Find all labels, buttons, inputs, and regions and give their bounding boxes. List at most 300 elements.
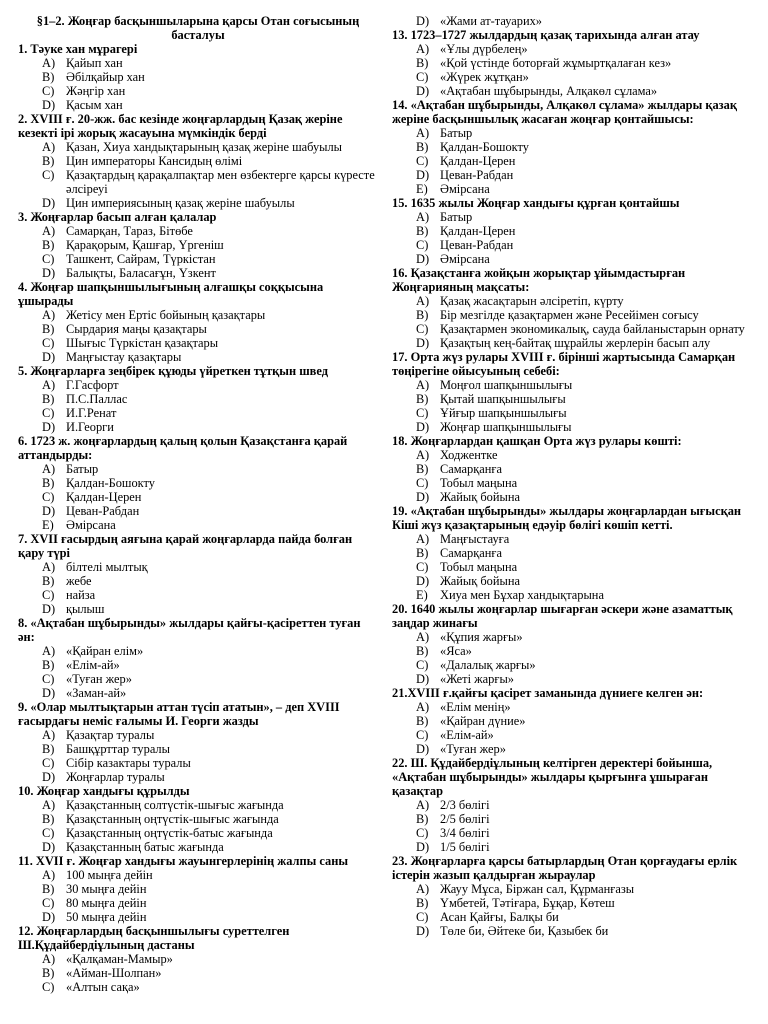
answer-option: [18, 966, 378, 980]
option-text: Г.Гасфорт: [66, 378, 119, 392]
option-letter: C): [416, 560, 429, 574]
option-text: «Қайран дүние»: [440, 714, 526, 728]
answer-option: [18, 84, 378, 98]
option-text: Әбілқайыр хан: [66, 70, 145, 84]
option-letter: D): [42, 420, 56, 434]
answer-option: [392, 546, 754, 560]
answer-option: [392, 420, 754, 434]
option-text: 50 мыңға дейін: [66, 910, 147, 924]
option-text: найза: [66, 588, 96, 602]
option-text: қылыш: [66, 602, 105, 616]
option-letter: E): [416, 182, 428, 196]
question-text: 16. Қазақстанға жойқын жорықтар ұйымдастырған Жоңғарияның мақсаты:: [392, 266, 686, 294]
answer-option: [18, 588, 378, 602]
option-letter: C): [416, 728, 429, 742]
answer-option: [18, 56, 378, 70]
answer-option: [18, 574, 378, 588]
answer-option: [392, 826, 754, 840]
option-text: И.Георги: [66, 420, 114, 434]
option-letter: B): [42, 882, 55, 896]
option-letter: C): [42, 588, 55, 602]
answer-option: [392, 336, 754, 350]
option-text: «Құпия жарғы»: [440, 630, 523, 644]
option-text: «Далалық жарғы»: [440, 658, 536, 672]
option-letter: B): [42, 966, 55, 980]
question-text: 8. «Ақтабан шұбырынды» жылдары қайғы-қасіреттен туған ән:: [18, 616, 361, 644]
option-text: Қазан, Хиуа хандықтарының қазақ жеріне шабуылы: [66, 140, 342, 154]
option-text: П.С.Паллас: [66, 392, 128, 406]
answer-option: [392, 490, 754, 504]
answer-option: [392, 56, 754, 70]
option-letter: D): [416, 84, 430, 98]
option-letter: C): [416, 658, 429, 672]
option-letter: A): [42, 224, 56, 238]
answer-option: [18, 266, 378, 280]
option-letter: A): [42, 798, 56, 812]
option-text: Қазақстанның оңтүстік-шығыс жағында: [66, 812, 279, 826]
answer-option: [392, 322, 754, 336]
option-letter: D): [416, 574, 430, 588]
option-text: Цин империясының қазақ жеріне шабуылы: [66, 196, 295, 210]
option-text: Әмірсана: [66, 518, 116, 532]
page-title: §1–2. Жоңғар басқыншыларына қарсы Отан соғысының басталуы: [36, 14, 360, 42]
answer-option: [392, 476, 754, 490]
answer-option: [392, 672, 754, 686]
option-text: Цеван-Рабдан: [440, 238, 514, 252]
option-letter: C): [416, 322, 429, 336]
answer-option: [392, 840, 754, 854]
option-text: Цеван-Рабдан: [440, 168, 514, 182]
option-text: Сырдария маңы қазақтары: [66, 322, 207, 336]
option-text: «Айман-Шолпан»: [66, 966, 162, 980]
answer-option: [18, 350, 378, 364]
option-text: Төле би, Әйтеке би, Қазыбек би: [440, 924, 609, 938]
option-letter: A): [416, 42, 430, 56]
answer-option: [392, 896, 754, 910]
answer-option: [18, 602, 378, 616]
option-text: «Қой үстінде боторғай жұмыртқалаған кез»: [440, 56, 672, 70]
answer-option: [392, 238, 754, 252]
option-letter: D): [42, 770, 56, 784]
option-text: Қарақорым, Қашғар, Үргеніш: [66, 238, 224, 252]
option-text: 3/4 бөлігі: [440, 826, 490, 840]
option-letter: A): [42, 140, 56, 154]
answer-option: [18, 812, 378, 826]
option-text: Ұйғыр шапқыншылығы: [440, 406, 567, 420]
option-text: «Елім менің»: [440, 700, 511, 714]
option-letter: D): [42, 504, 56, 518]
option-letter: B): [42, 574, 55, 588]
option-letter: B): [416, 546, 429, 560]
option-letter: C): [42, 490, 55, 504]
option-text: Асан Қайғы, Балқы би: [440, 910, 559, 924]
option-text: Қалдан-Бошокту: [440, 140, 529, 154]
option-text: «Яса»: [440, 644, 472, 658]
answer-option: [18, 672, 378, 686]
answer-option: [18, 252, 378, 266]
answer-option: [392, 700, 754, 714]
answer-option: [18, 756, 378, 770]
option-letter: C): [416, 238, 429, 252]
answer-option: [392, 210, 754, 224]
answer-option: [392, 560, 754, 574]
option-text: «Елім-ай»: [66, 658, 120, 672]
option-letter: B): [42, 476, 55, 490]
answer-option: [18, 406, 378, 420]
answer-option: [392, 574, 754, 588]
option-letter: A): [42, 644, 56, 658]
option-letter: C): [42, 406, 55, 420]
answer-option: [18, 798, 378, 812]
answer-option: [392, 14, 754, 28]
question-text: 9. «Олар мылтықтарын аттан түсіп ататын», – деп XVIII ғасырдағы неміс ғалымы И. Георги жазды: [18, 700, 340, 728]
answer-option: [18, 980, 378, 994]
option-letter: A): [416, 700, 430, 714]
option-letter: D): [416, 168, 430, 182]
option-letter: D): [42, 98, 56, 112]
option-text: Балықты, Баласағұн, Үзкент: [66, 266, 216, 280]
option-letter: C): [42, 756, 55, 770]
option-letter: A): [416, 532, 430, 546]
answer-option: [18, 336, 378, 350]
option-text: Үмбетей, Тәтіғара, Бұқар, Көтеш: [440, 896, 615, 910]
answer-option: [18, 154, 378, 168]
answer-option: [18, 98, 378, 112]
answer-option: [18, 644, 378, 658]
question-text: 1. Тәуке хан мұрагері: [18, 42, 138, 56]
option-letter: A): [42, 952, 56, 966]
answer-option: [18, 826, 378, 840]
option-letter: A): [416, 448, 430, 462]
option-letter: C): [42, 896, 55, 910]
question-text: 21.XVIII ғ.қайғы қасірет заманында дүниеге келген ән:: [392, 686, 704, 700]
answer-option: [392, 294, 754, 308]
option-text: 2/5 бөлігі: [440, 812, 490, 826]
question-text: 22. Ш. Құдайбердіұлының келтірген деректері бойынша, «Ақтабан шұбырынды» жылдары қырғынға ұшыраған қазақтар: [392, 756, 713, 798]
right-column: [392, 14, 754, 938]
option-letter: D): [416, 672, 430, 686]
option-letter: B): [42, 392, 55, 406]
option-letter: A): [42, 728, 56, 742]
answer-option: [18, 560, 378, 574]
option-text: Қалдан-Бошокту: [66, 476, 155, 490]
option-text: «Ұлы дүрбелең»: [440, 42, 528, 56]
answer-option: [392, 532, 754, 546]
answer-option: [392, 728, 754, 742]
option-text: Ходжентке: [440, 448, 498, 462]
option-text: Қазақтың кең-байтақ шұрайлы жерлерін басып алу: [440, 336, 711, 350]
option-text: Батыр: [66, 462, 99, 476]
option-letter: C): [416, 70, 429, 84]
option-text: Самарқанға: [440, 546, 502, 560]
option-text: «Жеті жарғы»: [440, 672, 514, 686]
option-letter: A): [416, 882, 430, 896]
answer-option: [18, 70, 378, 84]
answer-option: [392, 924, 754, 938]
answer-option: [18, 742, 378, 756]
question-text: 12. Жоңғарлардың басқыншылығы суреттелген Ш.Құдайбердіұлының дастаны: [18, 924, 290, 952]
option-letter: C): [42, 252, 55, 266]
option-letter: D): [416, 742, 430, 756]
answer-option: [18, 322, 378, 336]
option-text: «Жами ат-тауарих»: [440, 14, 542, 28]
question-text: 15. 1635 жылы Жоңғар хандығы құрған қонтайшы: [392, 196, 680, 210]
option-letter: E): [416, 588, 428, 602]
option-text: Әмірсана: [440, 252, 490, 266]
option-text: Сібір казактары туралы: [66, 756, 191, 770]
option-letter: A): [416, 378, 430, 392]
answer-option: [392, 462, 754, 476]
option-letter: B): [416, 462, 429, 476]
answer-option: [392, 308, 754, 322]
option-letter: A): [416, 630, 430, 644]
answer-option: [18, 462, 378, 476]
option-letter: B): [416, 140, 429, 154]
answer-option: [392, 140, 754, 154]
option-text: «Алтын сақа»: [66, 980, 140, 994]
option-text: Жәңгір хан: [66, 84, 126, 98]
option-text: Қайып хан: [66, 56, 123, 70]
answer-option: [392, 882, 754, 896]
option-letter: B): [42, 658, 55, 672]
option-text: Цин императоры Кансидың өлімі: [66, 154, 243, 168]
option-text: Қалдан-Церен: [440, 224, 516, 238]
option-letter: C): [42, 826, 55, 840]
option-text: Моңғол шапқыншылығы: [440, 378, 573, 392]
answer-option: [18, 224, 378, 238]
left-column: [18, 14, 378, 994]
option-letter: D): [416, 252, 430, 266]
option-text: Қазақстанның оңтүстік-батыс жағында: [66, 826, 273, 840]
answer-option: [392, 448, 754, 462]
option-letter: B): [416, 308, 429, 322]
answer-option: [392, 224, 754, 238]
option-text: «Қайран елім»: [66, 644, 144, 658]
option-letter: C): [416, 406, 429, 420]
option-letter: D): [42, 840, 56, 854]
answer-option: [18, 686, 378, 700]
option-letter: B): [42, 742, 55, 756]
option-text: 100 мыңға дейін: [66, 868, 153, 882]
option-letter: C): [42, 336, 55, 350]
option-text: Қазақтардың қарақалпақтар мен өзбектерге қарсы күресте әлсіреуі: [66, 168, 375, 196]
option-text: И.Г.Ренат: [66, 406, 117, 420]
option-text: Жайық бойына: [440, 490, 520, 504]
option-text: Самарқан, Тараз, Бітөбе: [66, 224, 193, 238]
option-letter: B): [416, 896, 429, 910]
question-text: 20. 1640 жылы жоңғарлар шығарған әскери және азаматтық заңдар жинағы: [392, 602, 733, 630]
option-text: «Жүрек жұтқан»: [440, 70, 529, 84]
answer-option: [392, 742, 754, 756]
question-text: 23. Жоңғарларға қарсы батырлардың Отан қорғаудағы ерлік істерін жазып қалдырған жыраулар: [392, 854, 738, 882]
option-letter: C): [416, 826, 429, 840]
option-text: «Елім-ай»: [440, 728, 494, 742]
option-letter: D): [42, 686, 56, 700]
answer-option: [18, 882, 378, 896]
option-text: 80 мыңға дейін: [66, 896, 147, 910]
option-text: Қазақстанның батыс жағында: [66, 840, 224, 854]
answer-option: [392, 910, 754, 924]
option-letter: D): [42, 602, 56, 616]
option-text: Қасым хан: [66, 98, 123, 112]
question-text: 14. «Ақтабан шұбырынды, Алқакөл сұлама» жылдары қазақ жеріне басқыншылық жасаған жоңғар қонтайшысы:: [392, 98, 737, 126]
option-letter: D): [42, 350, 56, 364]
option-text: «Заман-ай»: [66, 686, 127, 700]
answer-option: [18, 420, 378, 434]
option-text: 30 мыңға дейін: [66, 882, 147, 896]
answer-option: [392, 798, 754, 812]
answer-option: [392, 378, 754, 392]
answer-option: [18, 840, 378, 854]
option-letter: A): [42, 378, 56, 392]
answer-option: [392, 70, 754, 84]
option-letter: C): [416, 910, 429, 924]
option-letter: B): [42, 70, 55, 84]
option-letter: B): [42, 154, 55, 168]
option-letter: A): [42, 560, 56, 574]
answer-option: [392, 644, 754, 658]
question-text: 2. XVIII ғ. 20-жж. бас кезінде жоңғарлардың Қазақ жеріне кезекті ірі жорық жасауына мүмкіндік берді: [18, 112, 343, 140]
option-text: Хиуа мен Бұхар хандықтарына: [440, 588, 604, 602]
option-text: 1/5 бөлігі: [440, 840, 490, 854]
option-letter: C): [42, 980, 55, 994]
option-text: Тобыл маңына: [440, 560, 518, 574]
question-text: 3. Жоңғарлар басып алған қалалар: [18, 210, 217, 224]
option-letter: B): [416, 392, 429, 406]
answer-option: [392, 168, 754, 182]
question-text: 10. Жоңғар хандығы құрылды: [18, 784, 190, 798]
answer-option: [18, 910, 378, 924]
option-text: Қалдан-Церен: [66, 490, 142, 504]
answer-option: [392, 812, 754, 826]
option-text: Маңғыстауға: [440, 532, 510, 546]
option-letter: D): [416, 840, 430, 854]
answer-option: [18, 728, 378, 742]
question-text: 7. XVII ғасырдың аяғына қарай жоңғарларда пайда болған қару түрі: [18, 532, 353, 560]
question-text: 6. 1723 ж. жоңғарлардың қалың қолын Қазақстанға қарай аттандырды:: [18, 434, 348, 462]
option-letter: A): [42, 56, 56, 70]
option-letter: D): [42, 266, 56, 280]
option-letter: A): [416, 210, 430, 224]
answer-option: [392, 714, 754, 728]
option-text: «Туған жер»: [440, 742, 506, 756]
answer-option: [392, 630, 754, 644]
option-text: білтелі мылтық: [66, 560, 148, 574]
option-letter: B): [42, 322, 55, 336]
answer-option: [18, 238, 378, 252]
option-text: Жоңғар шапқыншылығы: [440, 420, 572, 434]
answer-option: [18, 140, 378, 154]
answer-option: [392, 42, 754, 56]
option-letter: A): [416, 126, 430, 140]
option-letter: B): [416, 56, 429, 70]
option-text: Қазақтармен экономикалық, сауда байланыстарын орнату: [440, 322, 745, 336]
option-letter: A): [416, 294, 430, 308]
option-letter: B): [416, 812, 429, 826]
answer-option: [18, 308, 378, 322]
question-text: 18. Жоңғарлардан қашқан Орта жүз рулары көшті:: [392, 434, 682, 448]
answer-option: [18, 196, 378, 210]
option-letter: C): [416, 476, 429, 490]
option-text: Жетісу мен Ертіс бойының қазақтары: [66, 308, 266, 322]
answer-option: [18, 392, 378, 406]
answer-option: [392, 182, 754, 196]
answer-option: [392, 252, 754, 266]
option-text: Жоңғарлар туралы: [66, 770, 165, 784]
option-letter: C): [42, 672, 55, 686]
option-text: Тобыл маңына: [440, 476, 518, 490]
answer-option: [18, 952, 378, 966]
option-letter: C): [416, 154, 429, 168]
answer-option: [18, 490, 378, 504]
option-text: Батыр: [440, 126, 473, 140]
option-text: Бір мезгілде қазақтармен және Ресейімен соғысу: [440, 308, 699, 322]
option-text: Қазақтар туралы: [66, 728, 155, 742]
option-text: Қытай шапқыншылығы: [440, 392, 566, 406]
option-text: Цеван-Рабдан: [66, 504, 140, 518]
option-text: Маңғыстау қазақтары: [66, 350, 182, 364]
answer-option: [18, 896, 378, 910]
answer-option: [18, 770, 378, 784]
option-letter: A): [42, 868, 56, 882]
question-text: 4. Жоңғар шапқыншылығының алғашқы соққысына ұшырады: [18, 280, 324, 308]
option-letter: B): [416, 714, 429, 728]
option-letter: D): [416, 490, 430, 504]
option-letter: D): [416, 924, 430, 938]
question-text: 17. Орта жүз рулары XVIII ғ. бірінші жартысында Самарқан төңірегіне ойысуының себебі:: [392, 350, 736, 378]
answer-option: [18, 378, 378, 392]
option-letter: A): [42, 462, 56, 476]
answer-option: [392, 406, 754, 420]
option-text: «Ақтабан шұбырынды, Алқакөл сұлама»: [440, 84, 658, 98]
answer-option: [392, 588, 754, 602]
option-text: Самарқанға: [440, 462, 502, 476]
option-letter: B): [416, 644, 429, 658]
answer-option: [392, 658, 754, 672]
question-text: 5. Жоңғарларға зеңбірек құюды үйреткен тұтқын швед: [18, 364, 328, 378]
option-letter: D): [416, 14, 430, 28]
answer-option: [18, 504, 378, 518]
option-text: Ташкент, Сайрам, Түркістан: [66, 252, 216, 266]
option-text: Шығыс Түркістан қазақтары: [66, 336, 219, 350]
option-letter: D): [416, 336, 430, 350]
option-text: Жайық бойына: [440, 574, 520, 588]
option-letter: E): [42, 518, 54, 532]
option-letter: B): [416, 224, 429, 238]
option-letter: D): [42, 196, 56, 210]
option-text: Батыр: [440, 210, 473, 224]
answer-option: [18, 168, 378, 196]
option-letter: C): [42, 84, 55, 98]
answer-option: [392, 84, 754, 98]
option-text: Қалдан-Церен: [440, 154, 516, 168]
option-text: Әмірсана: [440, 182, 490, 196]
option-letter: B): [42, 812, 55, 826]
option-text: 2/3 бөлігі: [440, 798, 490, 812]
option-text: «Туған жер»: [66, 672, 132, 686]
answer-option: [392, 392, 754, 406]
answer-option: [18, 476, 378, 490]
option-text: жебе: [66, 574, 92, 588]
option-letter: C): [42, 168, 55, 182]
answer-option: [18, 868, 378, 882]
question-text: 19. «Ақтабан шұбырынды» жылдары жоңғарлардан ығысқан Кіші жүз қазақтарының едәуір бөлігі көшіп кетті.: [392, 504, 742, 532]
option-text: «Қалқаман-Мамыр»: [66, 952, 173, 966]
answer-option: [392, 154, 754, 168]
option-text: Қазақстанның солтүстік-шығыс жағында: [66, 798, 284, 812]
question-text: 11. XVII ғ. Жоңғар хандығы жауынгерлерінің жалпы саны: [18, 854, 349, 868]
option-text: Жауу Мұса, Біржан сал, Құрманғазы: [440, 882, 635, 896]
